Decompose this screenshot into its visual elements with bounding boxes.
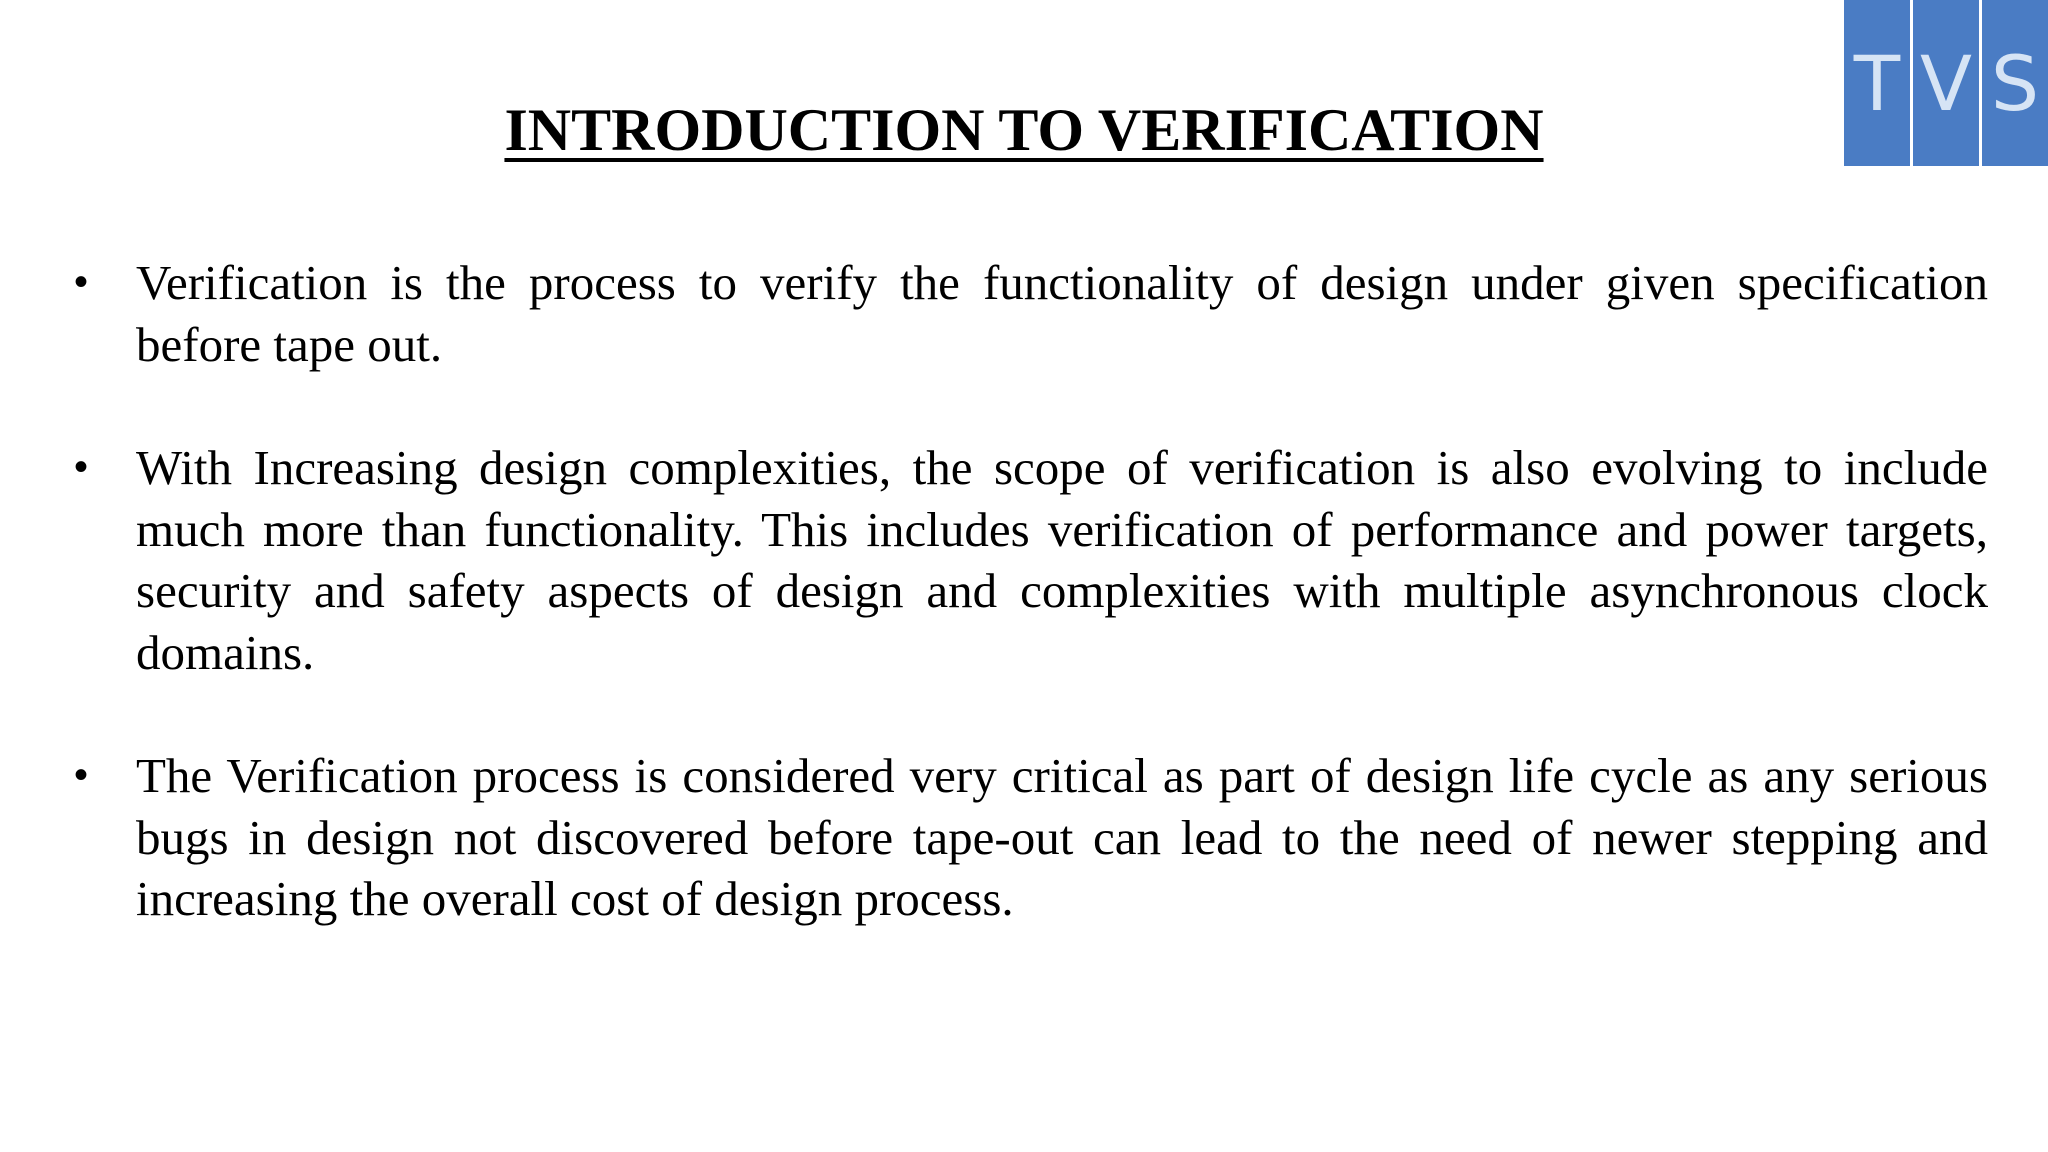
logo-letter-v: V	[1910, 0, 1979, 166]
bullet-marker: •	[74, 260, 89, 304]
bullet-text: The Verification process is considered very critical as part of design life cycle as any serious bugs in design not discovered before tape-out can lead to the need of newer stepping and increasing the overall cost of design process.	[136, 748, 1988, 926]
logo-letter-t: T	[1844, 0, 1910, 166]
bullet-text: Verification is the process to verify the functionality of design under given specification before tape out.	[136, 255, 1988, 372]
logo-letter-s: S	[1979, 0, 2048, 166]
bullet-list	[74, 252, 1988, 992]
bullet-item	[74, 252, 1988, 375]
bullet-item	[74, 745, 1988, 930]
bullet-marker: •	[74, 445, 89, 489]
slide-title: INTRODUCTION TO VERIFICATION	[504, 97, 1544, 163]
bullet-item	[74, 437, 1988, 683]
bullet-marker: •	[74, 753, 89, 797]
bullet-text: With Increasing design complexities, the scope of verification is also evolving to include much more than functionality. This includes verification of performance and power targets, security and safety aspects of design and complexities with multiple asynchronous clock domains.	[136, 440, 1988, 680]
